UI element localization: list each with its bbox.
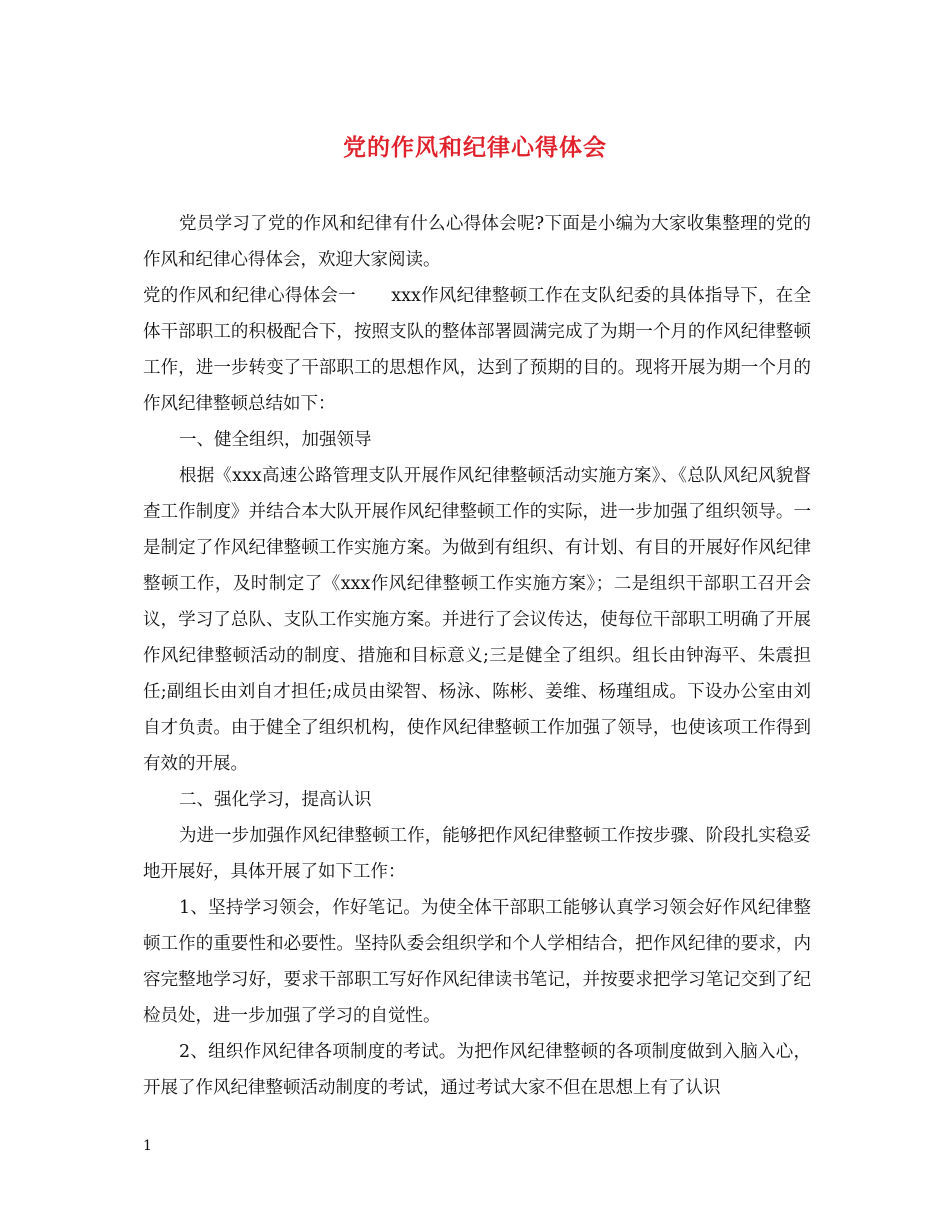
intro-paragraph: 党员学习了党的作风和纪律有什么心得体会呢?下面是小编为大家收集整理的党的作风和纪律心得体会，欢迎大家阅读。 bbox=[143, 214, 811, 270]
document-title: 党的作风和纪律心得体会 bbox=[343, 134, 607, 161]
study-intro-paragraph: 为进一步加强作风纪律整顿工作，能够把作风纪律整顿工作按步骤、阶段扎实稳妥地开展好，具体开展了如下工作： bbox=[143, 826, 811, 882]
exam-paragraph: 2、组织作风纪律各项制度的考试。为把作风纪律整顿的各项制度做到入脑入心，开展了作风纪律整顿活动制度的考试，通过考试大家不但在思想上有了认识 bbox=[143, 1042, 811, 1098]
page-number: 1 bbox=[143, 1138, 152, 1154]
heading-organize-leadership: 一、健全组织，加强领导 bbox=[179, 430, 372, 450]
organization-paragraph: 根据《xxx高速公路管理支队开展作风纪律整顿活动实施方案》、《总队风纪风貌督查工作制度》并结合本大队开展作风纪律整顿工作的实际，进一步加强了组织领导。一是制定了作风纪律整顿工作实施方案。为做到有组织、有计划、有目的开展好作风纪律整顿工作，及时制定了《xxx作风纪律整顿工作实施方案》；二是组织干部职工召开会议，学习了总队、支队工作实施方案。并进行了会议传达，使每位干部职工明确了开展作风纪律整顿活动的制度、措施和目标意义;三是健全了组织。组长由钟海平、朱震担任;副组长由刘自才担任;成员由梁智、杨泳、陈彬、姜维、杨瑾组成。下设办公室由刘自才负责。由于健全了组织机构，使作风纪律整顿工作加强了领导，也使该项工作得到有效的开展。 bbox=[143, 466, 811, 774]
heading-study-awareness: 二、强化学习，提高认识 bbox=[179, 790, 372, 810]
document-body bbox=[143, 206, 811, 1106]
section-one-opening-paragraph: 党的作风和纪律心得体会一 xxx作风纪律整顿工作在支队纪委的具体指导下，在全体干部职工的积极配合下，按照支队的整体部署圆满完成了为期一个月的作风纪律整顿工作，进一步转变了干部职工的思想作风，达到了预期的目的。现将开展为期一个月的作风纪律整顿总结如下： bbox=[143, 286, 811, 414]
study-notes-paragraph: 1、坚持学习领会，作好笔记。为使全体干部职工能够认真学习领会好作风纪律整顿工作的重要性和必要性。坚持队委会组织学和个人学相结合，把作风纪律的要求，内容完整地学习好，要求干部职工写好作风纪律读书笔记，并按要求把学习笔记交到了纪检员处，进一步加强了学习的自觉性。 bbox=[143, 898, 811, 1026]
